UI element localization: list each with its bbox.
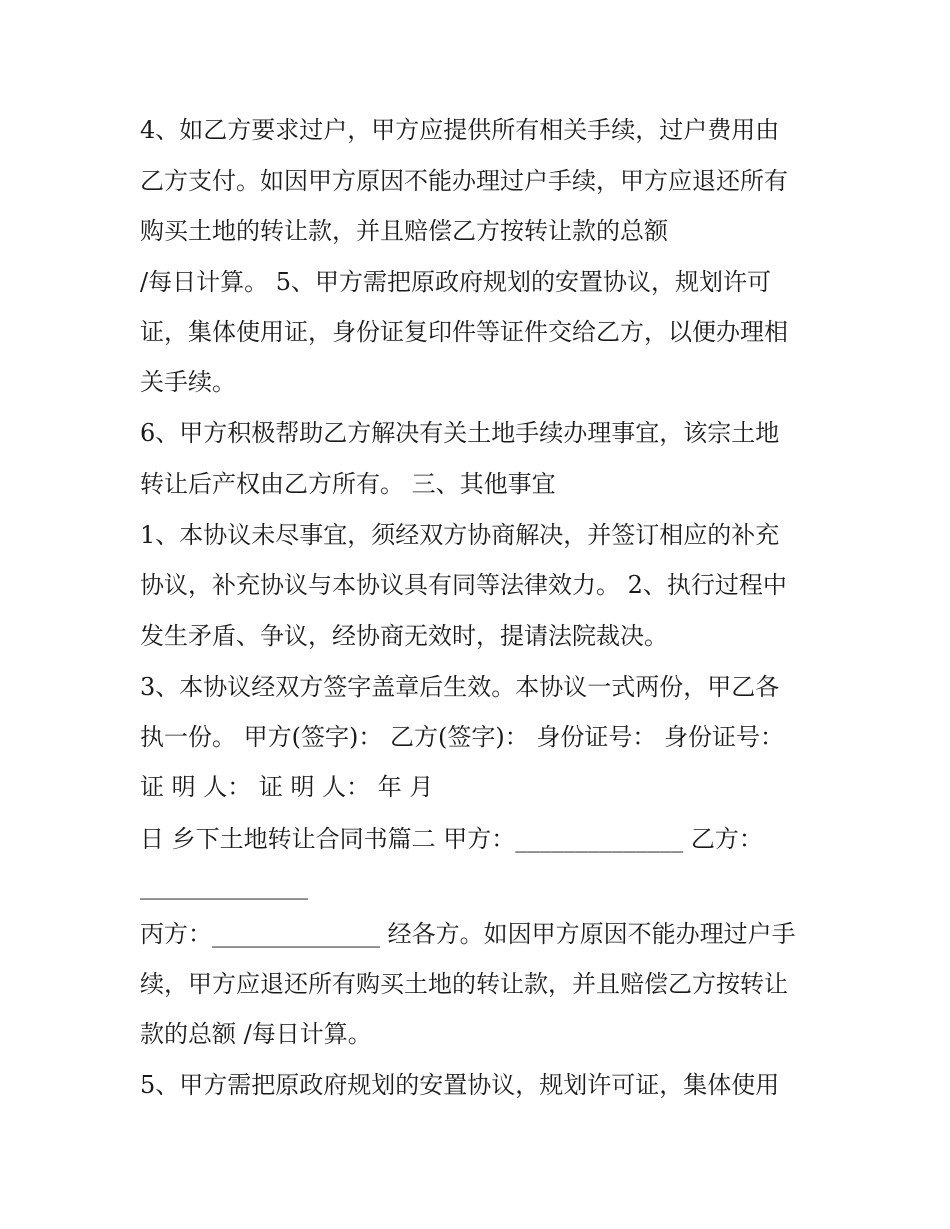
text-line: ______________ [140,872,308,900]
text-line: 购买土地的转让款，并且赔偿乙方按转让款的总额 [140,217,668,245]
text-line: 日 乡下土地转让合同书篇二 甲方：______________ 乙方： [140,825,763,853]
text-line: 4、如乙方要求过户，甲方应提供所有相关手续，过户费用由 [140,116,780,144]
text-line: 转让后产权由乙方所有。 三、其他事宜 [140,470,556,498]
text-line: 1、本协议未尽事宜，须经双方协商解决，并签订相应的补充 [140,521,780,549]
text-line: 乙方支付。如因甲方原因不能办理过户手续，甲方应退还所有 [140,167,788,195]
text-line: 6、甲方积极帮助乙方解决有关土地手续办理事宜，该宗土地 [140,419,780,447]
text-line: 关手续。 [140,368,236,396]
text-line: 5、甲方需把原政府规划的安置协议，规划许可证，集体使用 [140,1071,780,1099]
text-line: 证 明 人： 证 明 人： 年 月 [140,773,434,801]
text-line: 3、本协议经双方签字盖章后生效。本协议一式两份，甲乙各 [140,673,780,701]
text-line: 款的总额 /每日计算。 [140,1020,372,1048]
text-line: /每日计算。 5、甲方需把原政府规划的安置协议，规划许可 [140,268,771,296]
text-line: 发生矛盾、争议，经协商无效时，提请法院裁决。 [140,622,668,650]
text-line: 证，集体使用证，身份证复印件等证件交给乙方，以便办理相 [140,318,788,346]
text-line: 协议，补充协议与本协议具有同等法律效力。 2、执行过程中 [140,571,787,599]
text-line: 执一份。 甲方(签字)： 乙方(签字)： 身份证号： 身份证号： [140,723,784,751]
text-line: 丙方：______________ 经各方。如因甲方原因不能办理过户手 [140,920,796,948]
text-line: 续，甲方应退还所有购买土地的转让款，并且赔偿乙方按转让 [140,970,788,998]
